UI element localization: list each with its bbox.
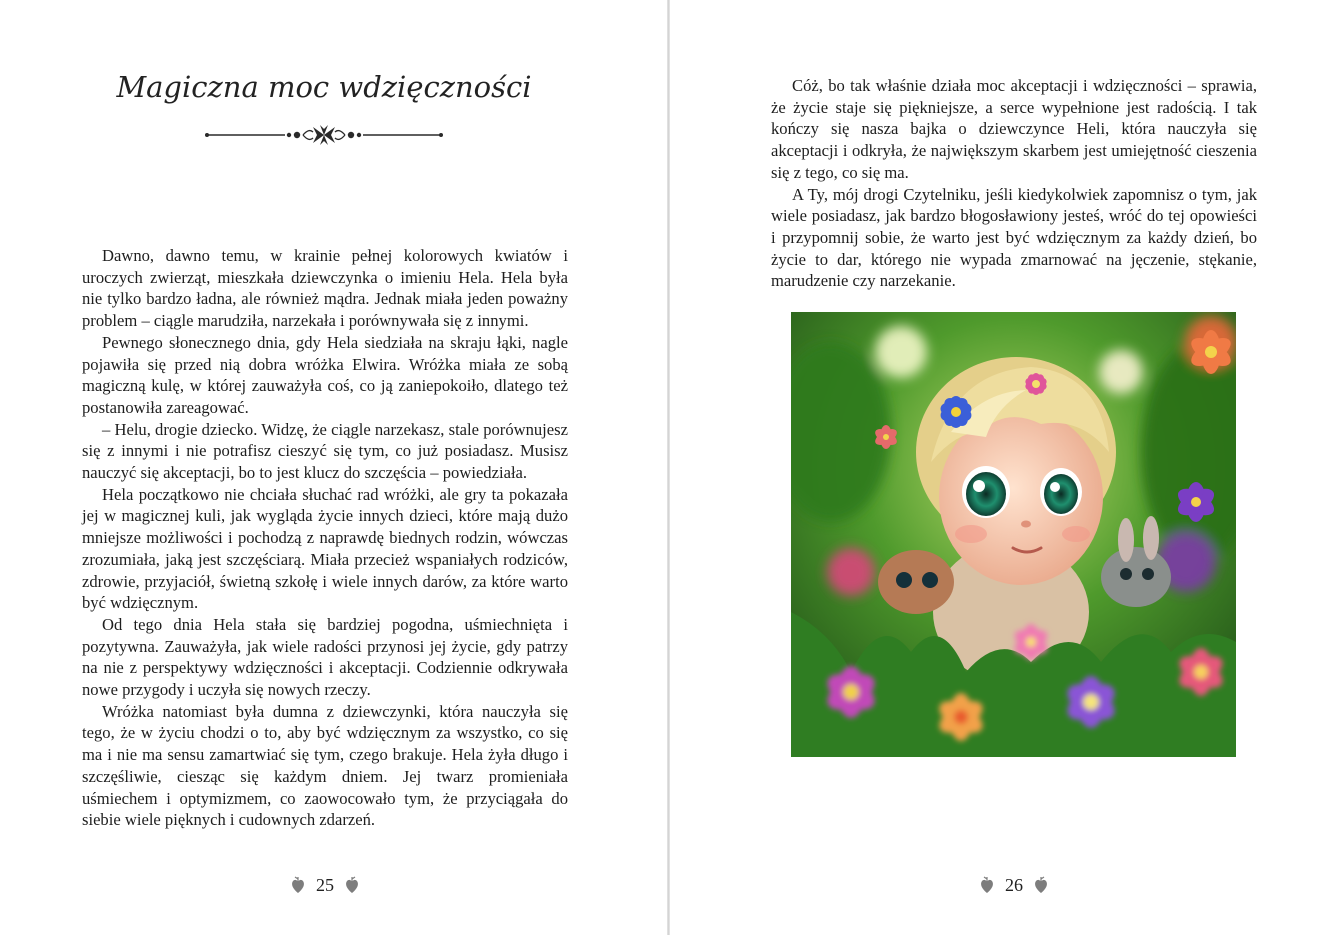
paragraph: A Ty, mój drogi Czytelniku, jeśli kiedykolwiek zapomnisz o tym, jak wiele posiadasz, jak bardzo błogosławiony jesteś, wróć do tej opowieści i przypomnij sobie, że warto jest być wdzięcznym za każdy dzień, bo życie to dar, którego nie wypada zmarnować na jęczenie, stękanie, marudzenie czy narzekanie. [771, 184, 1257, 291]
page-number-text: 25 [316, 874, 334, 895]
paragraph: Dawno, dawno temu, w krainie pełnej kolorowych kwiatów i uroczych zwierząt, mieszkała dziewczynka o imieniu Hela. Hela była nie tylko bardzo ładna, ale również mądra. Jednak miała jeden poważny problem – ciągle marudziła, narzekała i porównywała się z innymi. [82, 246, 568, 331]
girl-in-flower-meadow-illustration [791, 312, 1236, 757]
heart-leaf-icon [344, 876, 360, 894]
story-title: Magiczna moc wdzięczności [116, 70, 532, 104]
paragraph: Od tego dnia Hela stała się bardziej pogodna, uśmiechnięta i pozytywna. Zauważyła, jak wiele radości przynosi jej życie, gdy patrzy na nie z perspektywy wdzięczności i akceptacji. Codziennie odkrywała nowe przygody i uczyła się nowych rzeczy. [82, 614, 568, 700]
paragraph: Hela początkowo nie chciała słuchać rad wróżki, ale gry ta pokazała jej w magicznej kuli, jak wygląda życie innych dzieci, które mają dużo mniejsze możliwości i pochodzą z naprawdę biednych rodzin, wówczas zrozumiała, jaką jest szczęściarą. Miała przecież wspaniałych rodziców, zdrowie, przyjaciół, świetną szkołę i wiele innych darów, za które warto być wdzięcznym. [82, 484, 568, 613]
right-page-body [771, 75, 1257, 292]
page-number-right [954, 872, 1074, 898]
left-page-body [82, 245, 568, 831]
heart-leaf-icon [979, 876, 995, 894]
paragraph: – Helu, drogie dziecko. Widzę, że ciągle narzekasz, stale porównujesz się z innymi i nie potrafisz cieszyć się tym, co już posiadasz. Musisz nauczyć się akceptacji, bo to jest klucz do szczęścia – powiedziała. [82, 419, 568, 483]
page-number-text: 26 [1005, 874, 1023, 895]
left-page [0, 0, 668, 935]
heart-leaf-icon [1033, 876, 1049, 894]
flourish-divider-icon [203, 124, 445, 146]
paragraph: Cóż, bo tak właśnie działa moc akceptacji i wdzięczności – sprawia, że życie staje się piękniejsze, a serce wypełnione jest radością. I tak kończy się nasza bajka o dziewczynce Heli, która nauczyła się akceptacji i odkryła, że największym skarbem jest umiejętność cieszenia się z tego, co się ma. [771, 76, 1257, 182]
page-number-left [265, 872, 385, 898]
paragraph: Pewnego słonecznego dnia, gdy Hela siedziała na skraju łąki, nagle pojawiła się przed nią dobra wróżka Elwira. Wróżka miała ze sobą magiczną kulę, w której zauważyła coś, co ją zaniepokoiło, dlatego też postanowiła zareagować. [82, 332, 568, 417]
heart-leaf-icon [290, 876, 306, 894]
paragraph: Wróżka natomiast była dumna z dziewczynki, która nauczyła się tego, że w życiu chodzi o to, aby być wdzięcznym za wszystko, co się ma i nie ma sensu zamartwiać się tym, czego brakuje. Hela żyła długo i szczęśliwie, ciesząc się każdym dniem. Jej twarz promieniała uśmiechem i optymizmem, co zaowocowało tym, że przyciągała do siebie wiele pięknych i cudownych zdarzeń. [82, 701, 568, 830]
